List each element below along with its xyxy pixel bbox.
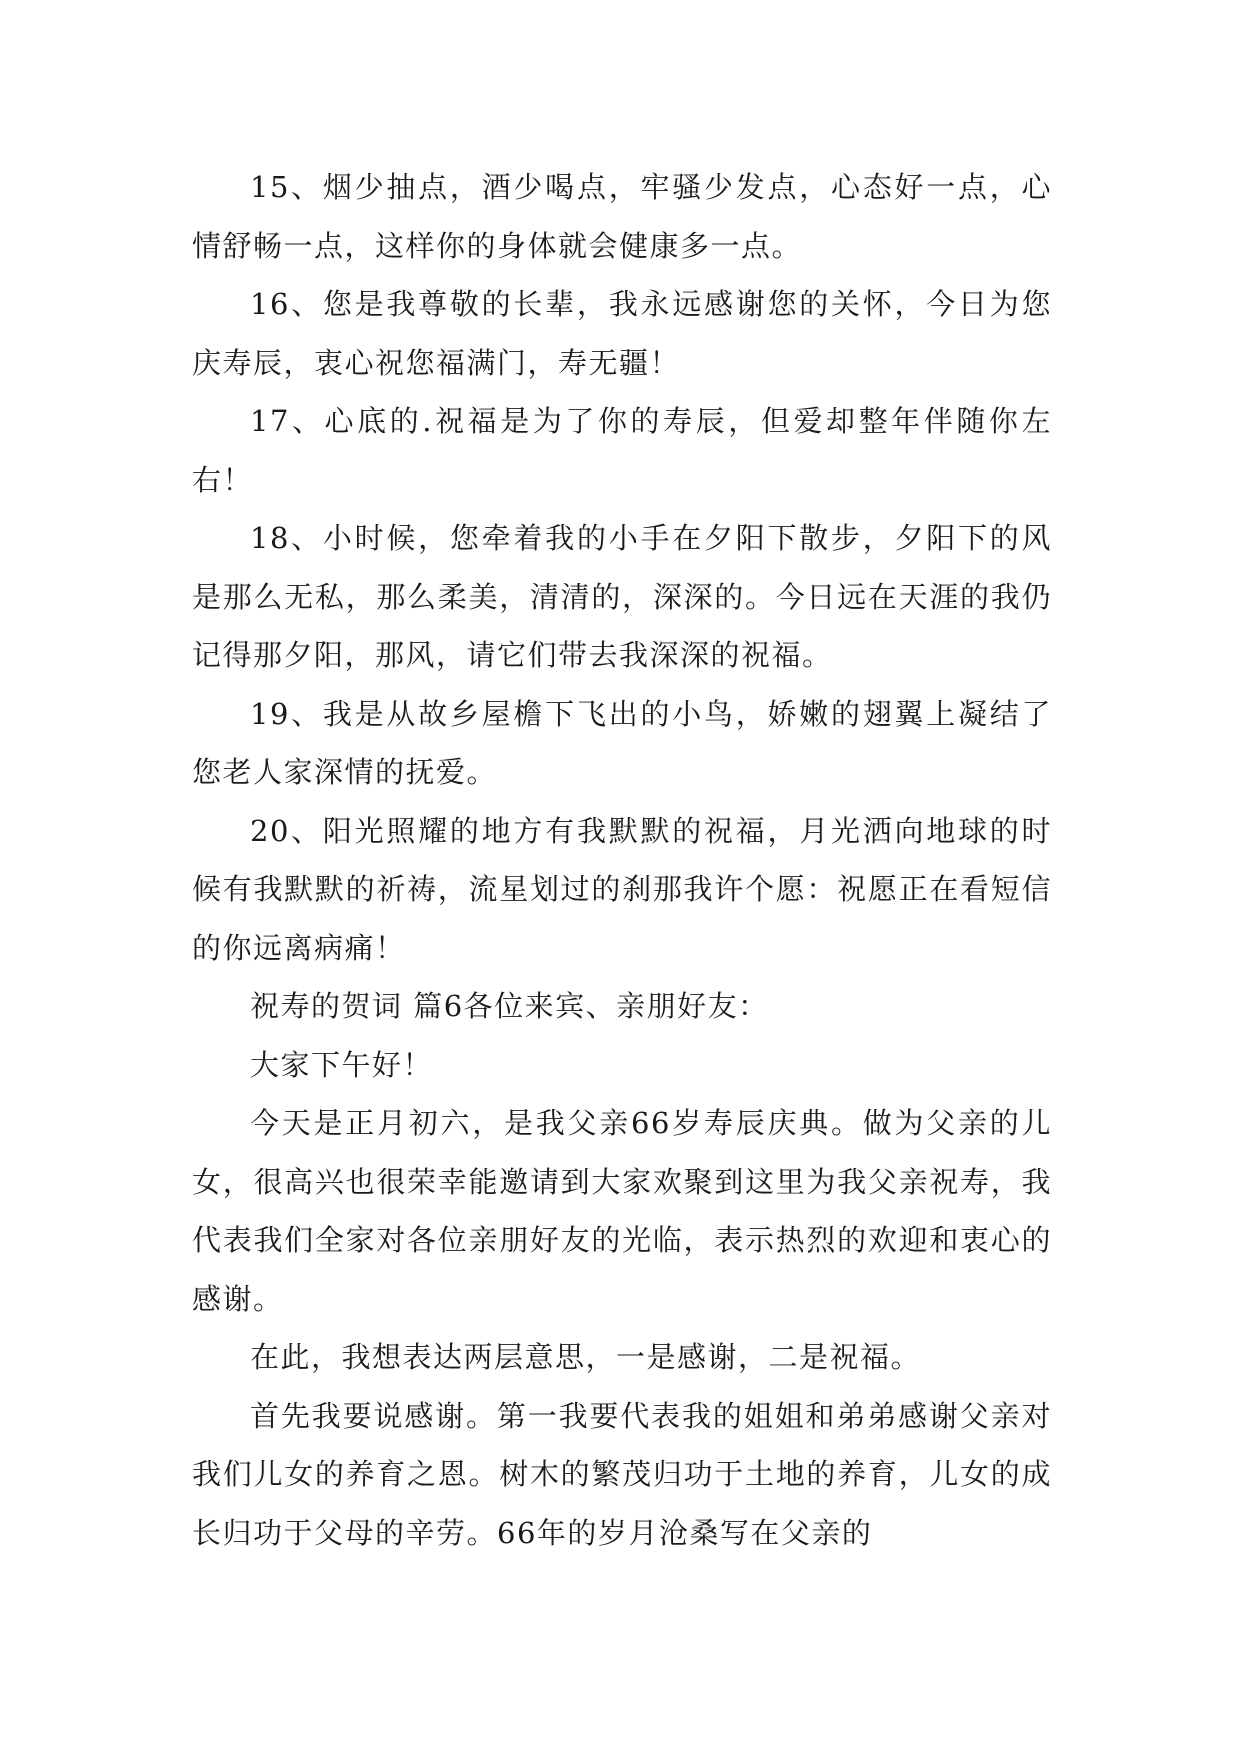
speech-paragraph-intro: 今天是正月初六，是我父亲66岁寿辰庆典。做为父亲的儿女，很高兴也很荣幸能邀请到大家欢聚到这里为我父亲祝寿，我代表我们全家对各位亲朋好友的光临，表示热烈的欢迎和衷心的感谢。 xyxy=(192,1106,1052,1316)
speech-paragraph-thanks: 首先我要说感谢。第一我要代表我的姐姐和弟弟感谢父亲对我们儿女的养育之恩。树木的繁茂归功于土地的养育，儿女的成长归功于父母的辛劳。66年的岁月沧桑写在父亲的 xyxy=(192,1398,1052,1550)
paragraph-16: 16、您是我尊敬的长辈，我永远感谢您的关怀，今日为您庆寿辰，衷心祝您福满门，寿无疆！ xyxy=(192,287,1052,380)
greeting: 大家下午好！ xyxy=(250,1047,434,1082)
paragraph-19: 19、我是从故乡屋檐下飞出的小鸟，娇嫩的翅翼上凝结了您老人家深情的抚爱。 xyxy=(192,696,1052,789)
document-body xyxy=(192,158,1052,1562)
paragraph-17: 17、心底的.祝福是为了你的寿辰，但爱却整年伴随你左右！ xyxy=(192,404,1052,497)
paragraph-18: 18、小时候，您牵着我的小手在夕阳下散步，夕阳下的风是那么无私，那么柔美，清清的，深深的。今日远在天涯的我仍记得那夕阳，那风，请它们带去我深深的祝福。 xyxy=(192,521,1052,672)
speech-paragraph-two-meanings: 在此，我想表达两层意思，一是感谢，二是祝福。 xyxy=(250,1340,922,1374)
paragraph-15: 15、烟少抽点，酒少喝点，牢骚少发点，心态好一点，心情舒畅一点，这样你的身体就会健康多一点。 xyxy=(192,170,1052,263)
section-heading-6: 祝寿的贺词 篇6各位来宾、亲朋好友： xyxy=(250,989,769,1023)
paragraph-20: 20、阳光照耀的地方有我默默的祝福，月光洒向地球的时候有我默默的祈祷，流星划过的刹那我许个愿：祝愿正在看短信的你远离病痛！ xyxy=(192,813,1052,965)
